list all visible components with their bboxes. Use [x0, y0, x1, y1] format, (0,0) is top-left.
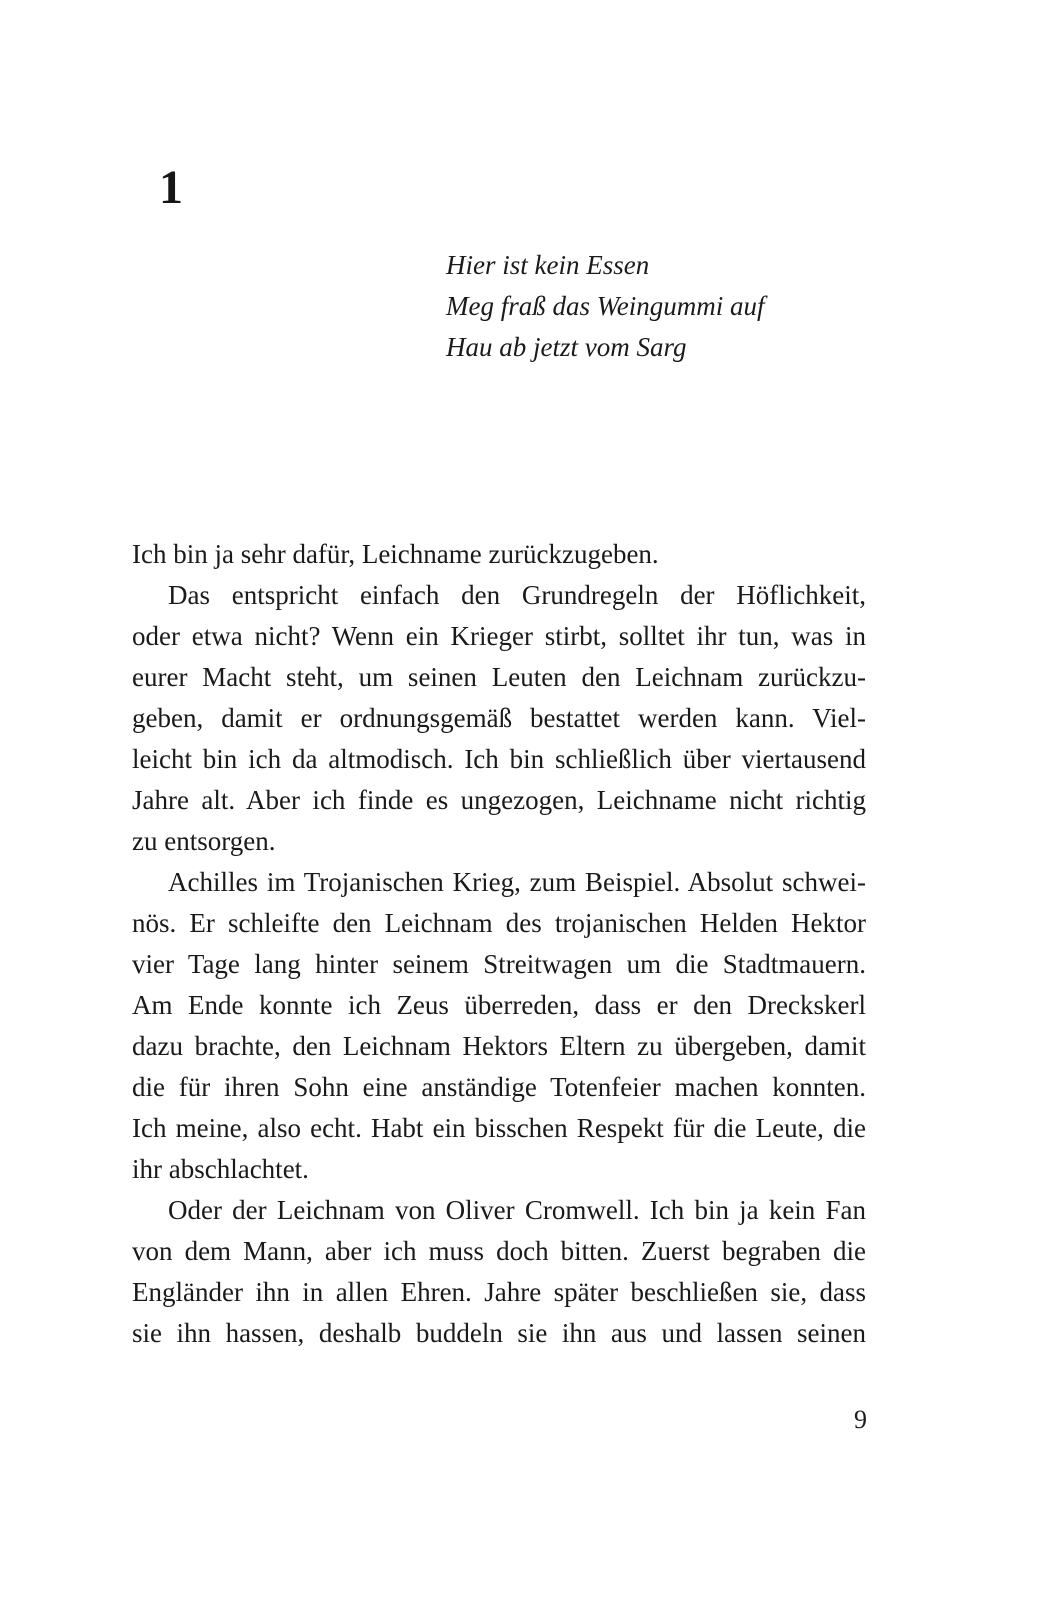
body-line: Jahre alt. Aber ich finde es ungezogen, Leichname nicht richtig [132, 785, 866, 815]
body-line: oder etwa nicht? Wenn ein Krieger stirbt, solltet ihr tun, was in [132, 621, 866, 651]
body-line: Oder der Leichnam von Oliver Cromwell. Ich bin ja kein Fan [168, 1195, 866, 1225]
body-line: sie ihn hassen, deshalb buddeln sie ihn aus und lassen seinen [132, 1318, 866, 1348]
paragraph [132, 1190, 866, 1354]
body-text [132, 534, 866, 1354]
body-line: Das entspricht einfach den Grundregeln der Höflichkeit, [168, 580, 866, 610]
paragraph [132, 575, 866, 862]
epigraph-line: Meg fraß das Weingummi auf [446, 291, 765, 321]
page-number: 9 [854, 1405, 867, 1434]
body-line: Achilles im Trojanischen Krieg, zum Beispiel. Absolut schwei- [168, 867, 866, 897]
paragraph [132, 534, 866, 575]
body-line: geben, damit er ordnungsgemäß bestattet werden kann. Viel- [132, 703, 866, 733]
epigraph-line: Hier ist kein Essen [446, 250, 650, 280]
body-line: eurer Macht steht, um seinen Leuten den Leichnam zurückzu- [132, 662, 866, 692]
body-line: zu entsorgen. [132, 826, 276, 856]
chapter-number: 1 [159, 161, 183, 214]
body-line: Engländer ihn in allen Ehren. Jahre später beschließen sie, dass [132, 1277, 866, 1307]
body-line: von dem Mann, aber ich muss doch bitten. Zuerst begraben die [132, 1236, 866, 1266]
body-line: die für ihren Sohn eine anständige Totenfeier machen konnten. [132, 1072, 866, 1102]
body-line: Ich meine, also echt. Habt ein bisschen Respekt für die Leute, die [132, 1113, 866, 1143]
paragraph [132, 862, 866, 1190]
body-line: ihr abschlachtet. [132, 1154, 309, 1184]
body-line: leicht bin ich da altmodisch. Ich bin schließlich über viertausend [132, 744, 866, 774]
epigraph [446, 245, 765, 368]
body-line: vier Tage lang hinter seinem Streitwagen um die Stadtmauern. [132, 949, 866, 979]
body-line: dazu brachte, den Leichnam Hektors Eltern zu übergeben, damit [132, 1031, 866, 1061]
body-line: Am Ende konnte ich Zeus überreden, dass er den Dreckskerl [132, 990, 866, 1020]
epigraph-line: Hau ab jetzt vom Sarg [446, 332, 687, 362]
body-line: nös. Er schleifte den Leichnam des trojanischen Helden Hektor [132, 908, 866, 938]
body-line: Ich bin ja sehr dafür, Leichname zurückzugeben. [132, 539, 659, 569]
